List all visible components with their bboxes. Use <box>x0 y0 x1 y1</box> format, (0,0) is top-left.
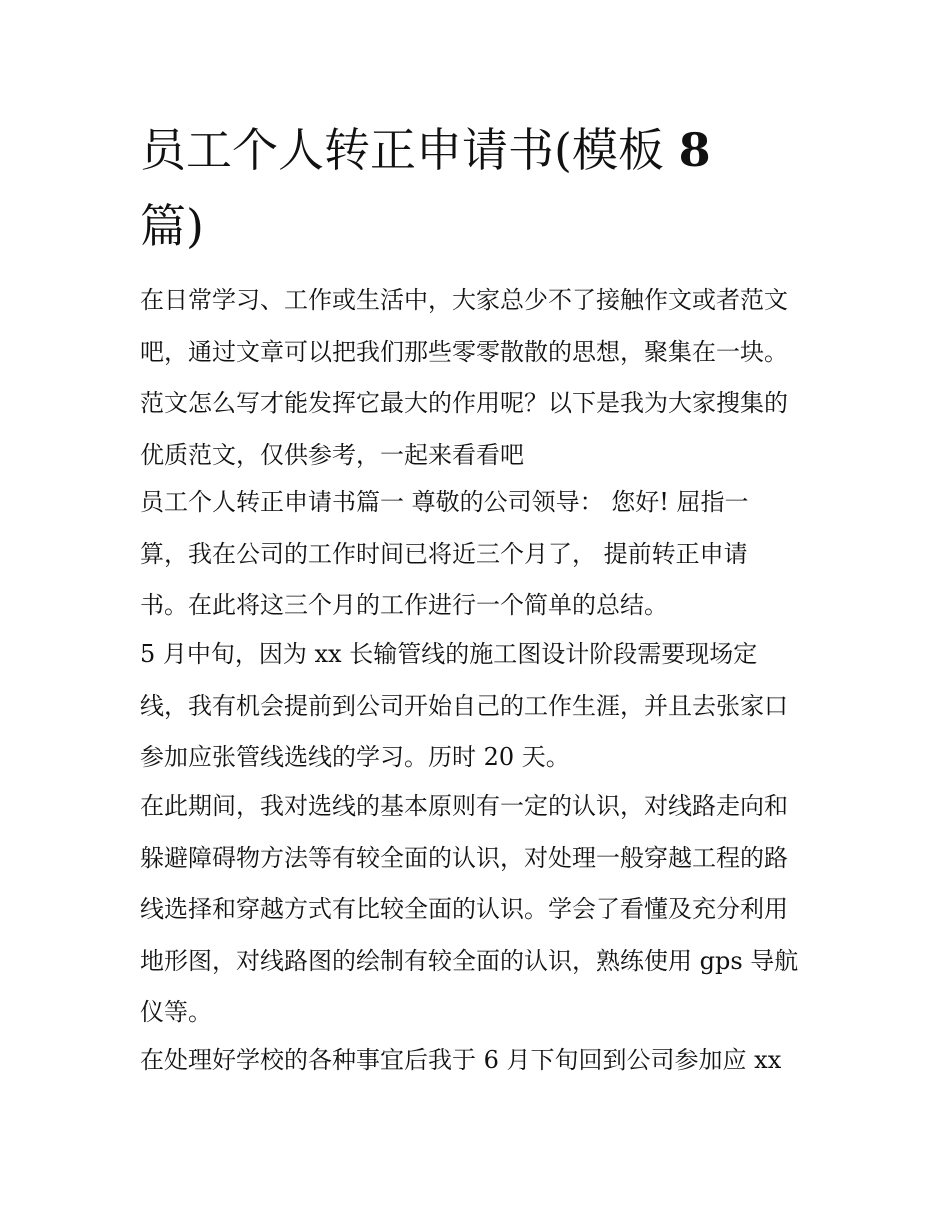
learning-paragraph <box>140 781 830 1039</box>
document-title <box>140 112 820 264</box>
text-line: 在处理好学校的各种事宜后我于 6 月下旬回到公司参加应 xx <box>140 1046 782 1074</box>
may-paragraph <box>140 629 830 784</box>
section-one-paragraph <box>140 477 830 632</box>
text-line: 仪等。 <box>140 998 212 1026</box>
text-line: 参加应张管线选线的学习。历时 20 天。 <box>140 743 570 771</box>
text-line: 5 月中旬，因为 xx 长输管线的施工图设计阶段需要现场定 <box>140 640 758 668</box>
text-line: 躲避障碍物方法等有较全面的认识，对处理一般穿越工程的路 <box>140 843 788 872</box>
title-number: 8 <box>678 123 711 177</box>
text-line: 吧，通过文章可以把我们那些零零散散的思想，聚集在一块。 <box>140 337 788 366</box>
text-line: 地形图，对线路图的绘制有较全面的认识，熟练使用 gps 导航 <box>140 946 799 975</box>
text-line: 书。在此将这三个月的工作进行一个简单的总结。 <box>140 591 668 619</box>
text-line: 范文怎么写才能发挥它最大的作用呢？以下是我为大家搜集的 <box>140 389 788 417</box>
text-line: 算，我在公司的工作时间已将近三个月了， 提前转正申请 <box>140 539 748 568</box>
title-line-1 <box>140 112 820 188</box>
intro-paragraph <box>140 275 830 481</box>
text-line: 在此期间，我对选线的基本原则有一定的认识，对线路走向和 <box>140 792 788 820</box>
text-line: 在日常学习、工作或生活中，大家总少不了接触作文或者范文 <box>140 286 788 314</box>
text-line: 优质范文，仅供参考，一起来看看吧 <box>140 440 524 469</box>
title-text: 员工个人转正申请书(模板 <box>140 123 679 177</box>
text-line: 员工个人转正申请书篇一 尊敬的公司领导： 您好! 屈指一 <box>140 488 749 516</box>
june-paragraph <box>140 1035 830 1087</box>
text-line: 线，我有机会提前到公司开始自己的工作生涯，并且去张家口 <box>140 691 788 720</box>
title-line-2: 篇) <box>140 199 204 253</box>
text-line: 线选择和穿越方式有比较全面的认识。学会了看懂及充分利用 <box>140 895 788 923</box>
